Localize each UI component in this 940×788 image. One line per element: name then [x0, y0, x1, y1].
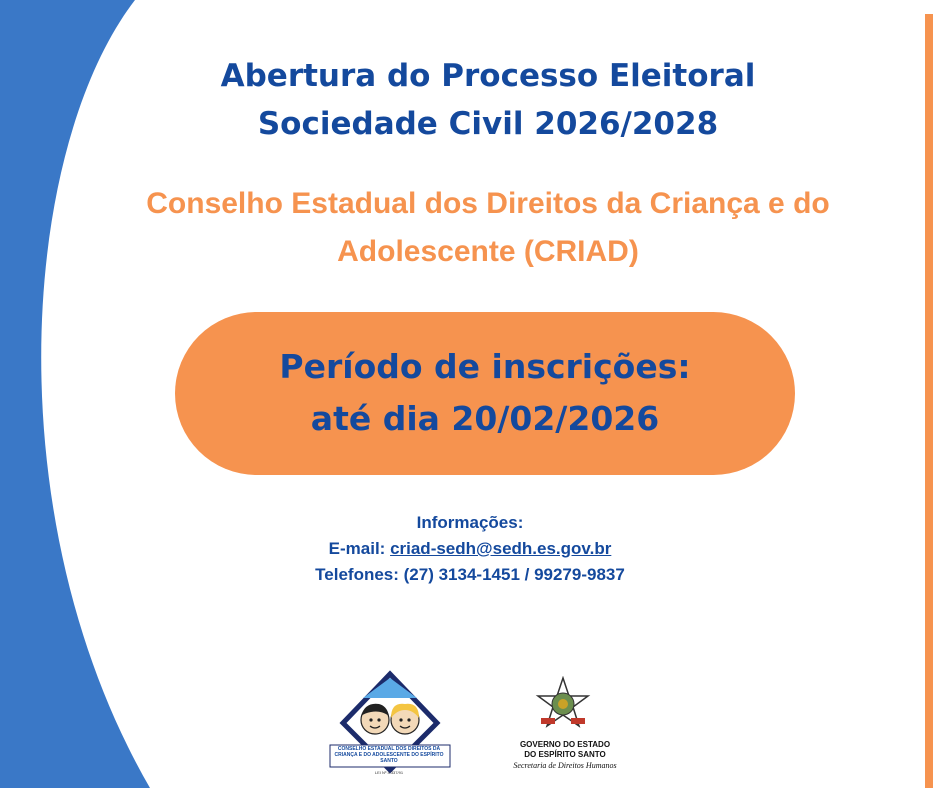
secretariat-name: Secretaria de Direitos Humanos [513, 761, 617, 770]
page-subtitle: Conselho Estadual dos Direitos da Criança e do Adolescente (CRIAD) [146, 187, 830, 268]
email-line [240, 536, 700, 562]
criad-logo-law: LEI Nº 4.337/91 [374, 770, 404, 775]
orange-stripe-decoration [925, 14, 933, 788]
phones-line: Telefones: (27) 3134-1451 / 99279-9837 [315, 565, 625, 584]
criad-logo-text: CONSELHO ESTADUAL DOS DIREITOS DA CRIANÇA E DO ADOLESCENTE DO ESPÍRITO SANTO [334, 746, 444, 764]
state-coat-of-arms [534, 676, 592, 734]
email-link[interactable]: criad-sedh@sedh.es.gov.br [390, 539, 612, 558]
registration-pill [175, 312, 795, 475]
state-government-name: GOVERNO DO ESTADO DO ESPÍRITO SANTO [519, 740, 611, 759]
registration-period-label: Período de inscrições: [279, 347, 691, 386]
contact-info [240, 510, 700, 588]
email-label: E-mail: [328, 539, 391, 558]
registration-deadline: até dia 20/02/2026 [310, 399, 660, 438]
info-heading: Informações: [416, 513, 524, 532]
page-title: Abertura do Processo Eleitoral Sociedade Civil 2026/2028 [220, 58, 756, 142]
